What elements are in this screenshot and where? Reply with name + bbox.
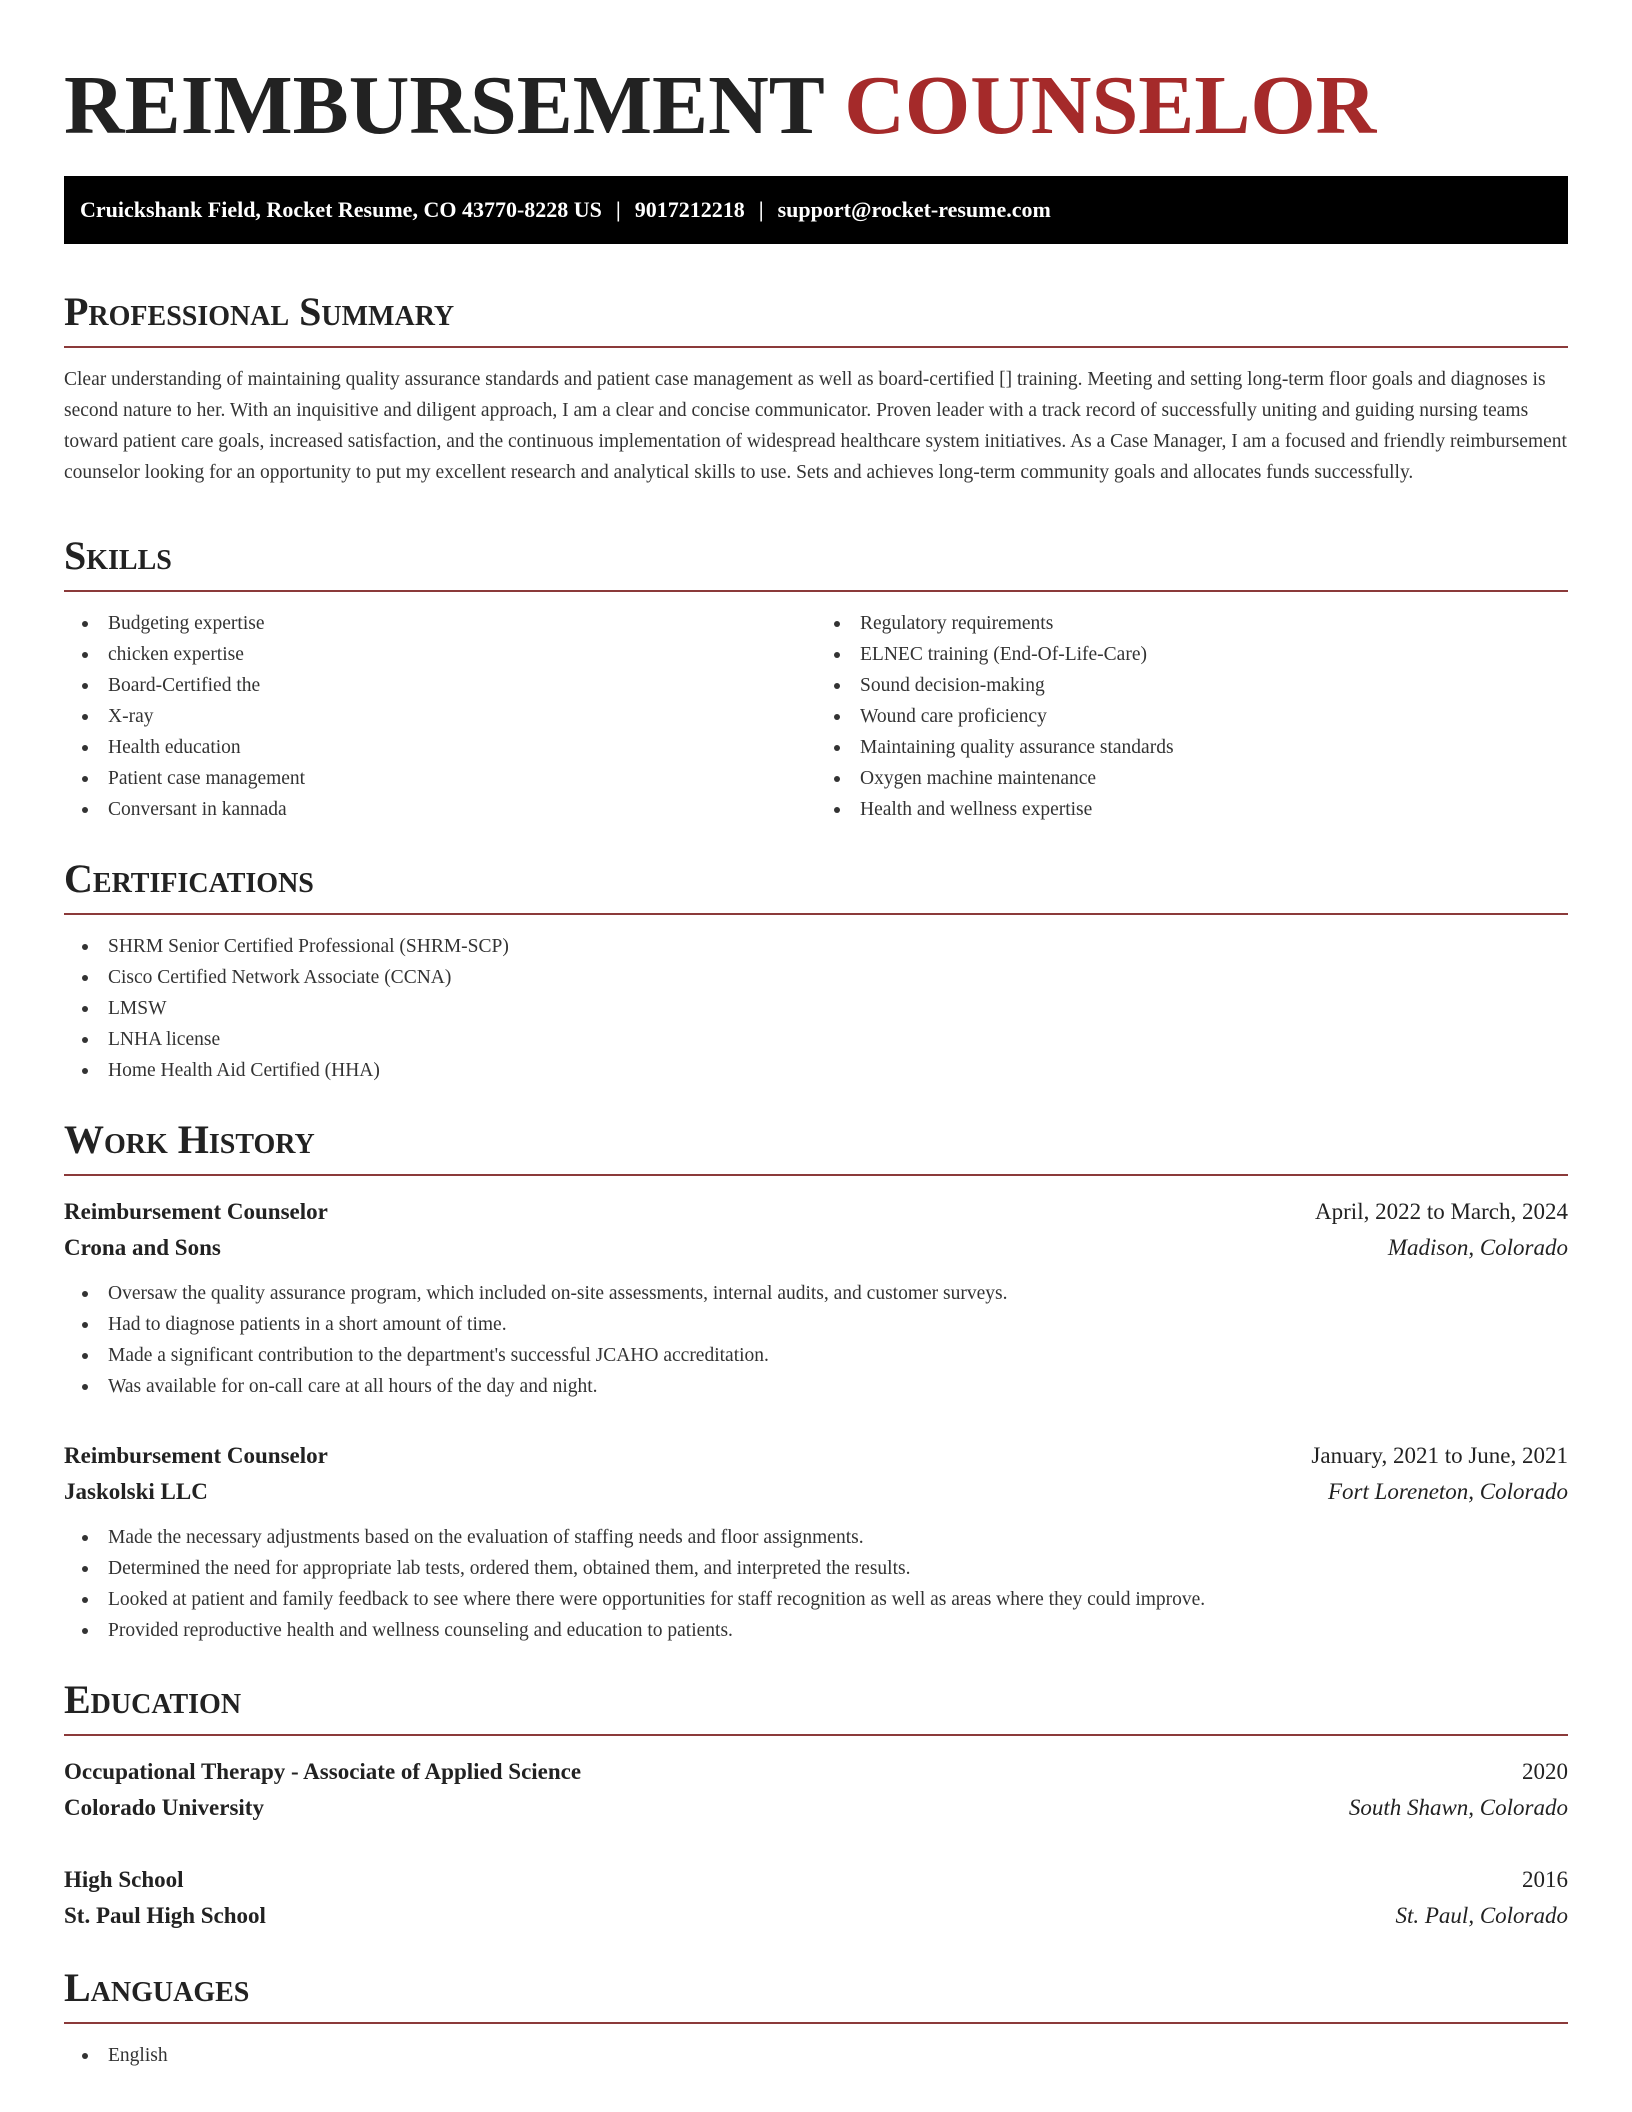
education-location: St. Paul, Colorado [1395,1903,1568,1928]
job-company-row [64,1474,1568,1510]
skill-item: Health and wellness expertise [816,794,1568,825]
job-company: Crona and Sons [64,1235,221,1260]
job-duty-item: Determined the need for appropriate lab tests, ordered them, obtained them, and interpreted the results. [64,1553,1568,1584]
job-position: Reimbursement Counselor [64,1199,328,1224]
section-title: Certifications [64,855,1568,915]
skill-item: Board-Certified the [64,670,816,701]
skill-item: Conversant in kannada [64,794,816,825]
education-school: Colorado University [64,1795,264,1820]
job-location: Fort Loreneton, Colorado [1327,1479,1568,1504]
skill-item: Budgeting expertise [64,608,816,639]
job-duty-item: Had to diagnose patients in a short amount of time. [64,1309,1568,1340]
education-entry [64,1862,1568,1934]
education-section [64,1676,1568,1934]
job-duties-list [64,1522,1568,1646]
job-company-row [64,1230,1568,1266]
skill-item: Maintaining quality assurance standards [816,732,1568,763]
job-duty-item: Was available for on-call care at all hours of the day and night. [64,1371,1568,1402]
education-header-row [64,1862,1568,1898]
job-company: Jaskolski LLC [64,1479,208,1504]
skill-item: chicken expertise [64,639,816,670]
education-location: South Shawn, Colorado [1348,1795,1568,1820]
contact-email: support@rocket-resume.com [777,197,1051,222]
certifications-list [64,931,1568,1086]
skill-item: ELNEC training (End-Of-Life-Care) [816,639,1568,670]
skill-item: Patient case management [64,763,816,794]
section-title: Work History [64,1116,1568,1176]
skill-item: Sound decision-making [816,670,1568,701]
job-entry [64,1194,1568,1402]
certification-item: LMSW [64,993,1568,1024]
job-duty-item: Made a significant contribution to the department's successful JCAHO accreditation. [64,1340,1568,1371]
skills-section [64,532,1568,825]
skill-item: Wound care proficiency [816,701,1568,732]
job-position: Reimbursement Counselor [64,1443,328,1468]
education-school: St. Paul High School [64,1903,266,1928]
job-duty-item: Provided reproductive health and wellness counseling and education to patients. [64,1615,1568,1646]
education-school-row [64,1790,1568,1826]
section-title: Skills [64,532,1568,592]
education-entry [64,1754,1568,1826]
section-title: Education [64,1676,1568,1736]
certification-item: LNHA license [64,1024,1568,1055]
contact-bar [64,176,1568,244]
skill-item: Regulatory requirements [816,608,1568,639]
job-duty-item: Made the necessary adjustments based on the evaluation of staffing needs and floor assignments. [64,1522,1568,1553]
section-title: Languages [64,1964,1568,2024]
languages-section [64,1964,1568,2071]
job-entry [64,1438,1568,1646]
contact-address: Cruickshank Field, Rocket Resume, CO 43770-8228 US [80,197,602,222]
certification-item: Home Health Aid Certified (HHA) [64,1055,1568,1086]
languages-list [64,2040,1568,2071]
education-degree: High School [64,1867,184,1892]
skills-left-list [64,608,816,825]
summary-text: Clear understanding of maintaining quality assurance standards and patient case management as well as board-certified [] training. Meeting and setting long-term floor goals and diagnoses is second nature to her. With an inquisitive and diligent approach, I am a clear and concise communicator. Proven leader with a track record of successfully uniting and guiding nursing teams toward patient care goals, increased satisfaction, and the continuous implementation of widespread healthcare system initiatives. As a Case Manager, I am a focused and friendly reimbursement counselor looking for an opportunity to put my excellent research and analytical skills to use. Sets and achieves long-term community goals and allocates funds successfully. [64,369,1567,483]
skills-columns [64,592,1568,825]
name-first: REIMBURSEMENT [64,59,824,152]
certification-item: Cisco Certified Network Associate (CCNA) [64,962,1568,993]
job-dates: January, 2021 to June, 2021 [1311,1443,1568,1468]
section-title: Professional Summary [64,288,1568,348]
contact-separator: | [615,197,621,222]
job-header-row [64,1194,1568,1230]
education-year: 2016 [1522,1867,1568,1892]
job-duty-item: Oversaw the quality assurance program, which included on-site assessments, internal audits, and customer surveys. [64,1278,1568,1309]
education-school-row [64,1898,1568,1934]
job-duties-list [64,1278,1568,1402]
contact-phone: 9017212218 [634,197,745,222]
skills-right-list [816,608,1568,825]
certification-item: SHRM Senior Certified Professional (SHRM-SCP) [64,931,1568,962]
name-second: COUNSELOR [844,59,1377,152]
job-header-row [64,1438,1568,1474]
skill-item: X-ray [64,701,816,732]
contact-separator: | [758,197,764,222]
work-history-section [64,1116,1568,1646]
skill-item: Health education [64,732,816,763]
professional-summary-section [64,288,1568,488]
job-duty-item: Looked at patient and family feedback to see where there were opportunities for staff recognition as well as areas where they could improve. [64,1584,1568,1615]
education-degree: Occupational Therapy - Associate of Applied Science [64,1759,582,1784]
language-item: English [64,2040,1568,2071]
certifications-section [64,855,1568,1086]
education-header-row [64,1754,1568,1790]
education-year: 2020 [1522,1759,1568,1784]
resume-name-heading [64,0,1568,176]
skill-item: Oxygen machine maintenance [816,763,1568,794]
job-location: Madison, Colorado [1387,1235,1568,1260]
job-dates: April, 2022 to March, 2024 [1315,1199,1568,1224]
